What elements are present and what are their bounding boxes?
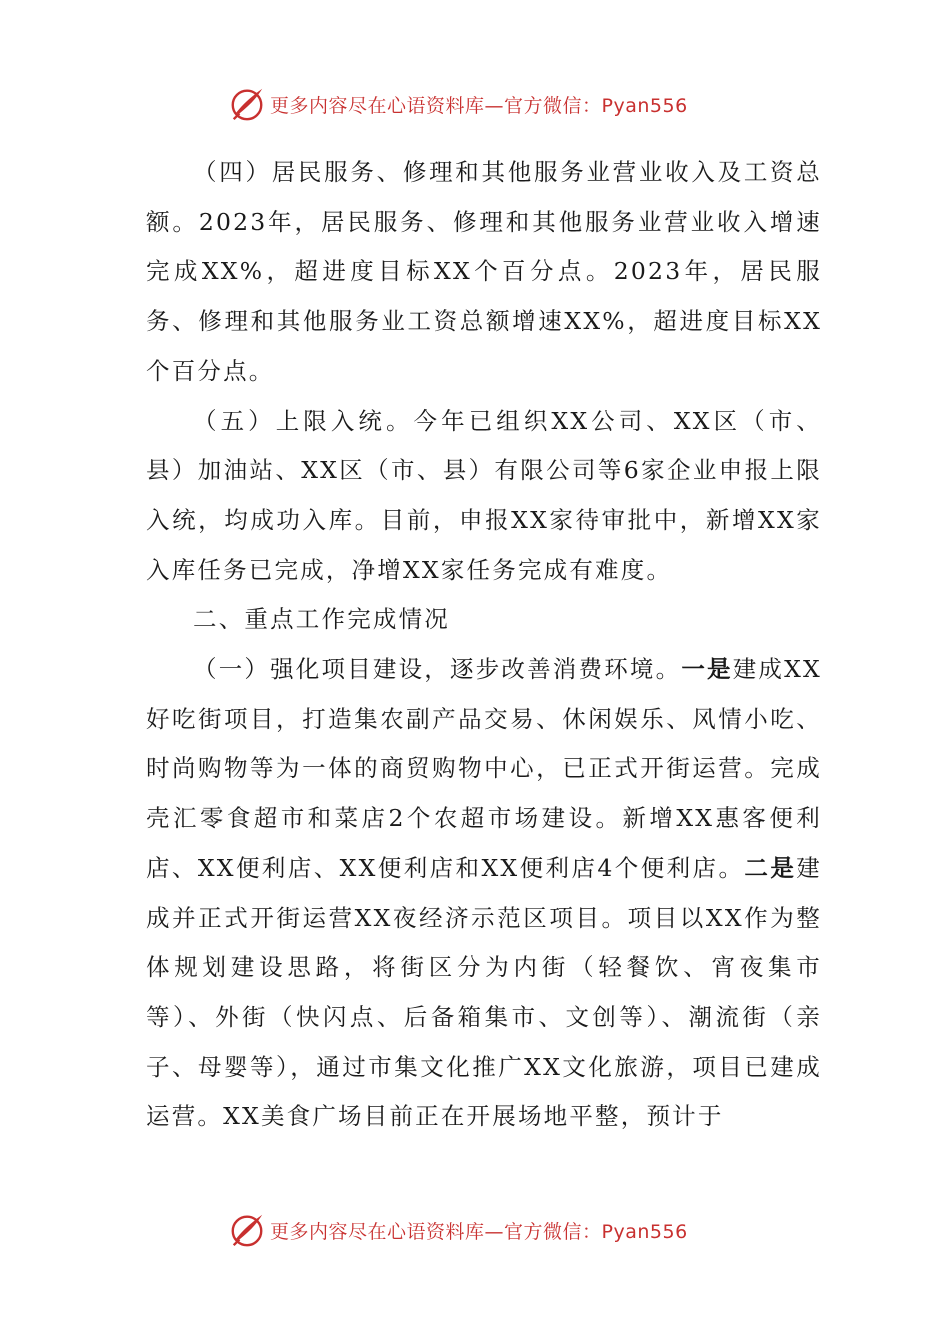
paragraph-project — [146, 645, 822, 1142]
footer-banner — [228, 1210, 688, 1250]
banner-text: 更多内容尽在心语资料库—官方微信：Pyan556 — [270, 1220, 688, 1243]
paragraph-5: （五）上限入统。今年已组织XX公司、XX区（市、县）加油站、XX区（市、县）有限公司等6家企业申报上限入统，均成功入库。目前，申报XX家待审批中，新增XX家入库任务已完成，净增XX家任务完成有难度。 — [146, 406, 822, 584]
banner-text: 更多内容尽在心语资料库—官方微信：Pyan556 — [270, 94, 688, 117]
bold-marker-first: 一是 — [681, 655, 733, 684]
paragraph-4: （四）居民服务、修理和其他服务业营业收入及工资总额。2023年，居民服务、修理和其他服务业营业收入增速完成XX%，超进度目标XX个百分点。2023年，居民服务、修理和其他服务业工资总额增速XX%，超进度目标XX个百分点。 — [146, 158, 822, 385]
paragraph-lead: （一）强化项目建设，逐步改善消费环境。 — [193, 655, 682, 684]
paragraph-part-1: 建成XX好吃街项目，打造集农副产品交易、休闲娱乐、风情小吃、时尚购物等为一体的商贸购物中心，已正式开街运营。完成壳汇零食超市和菜店2个农超市场建设。新增XX惠客便利店、XX便利店、XX便利店和XX便利店4个便利店。 — [146, 655, 822, 882]
paragraph-part-2: 建成并正式开街运营XX夜经济示范区项目。项目以XX作为整体规划建设思路，将街区分为内街（轻餐饮、宵夜集市等）、外街（快闪点、后备箱集市、文创等）、潮流街（亲子、母婴等），通过市集文化推广XX文化旅游，项目已建成运营。XX美食广场目前正在开展场地平整，预计于 — [146, 853, 822, 1131]
bold-marker-second: 二是 — [744, 853, 797, 882]
section-heading: 二、重点工作完成情况 — [193, 605, 450, 634]
header-banner — [228, 84, 688, 124]
document-body — [146, 148, 822, 1142]
quill-logo-icon — [228, 85, 266, 123]
quill-logo-icon — [228, 1211, 266, 1249]
